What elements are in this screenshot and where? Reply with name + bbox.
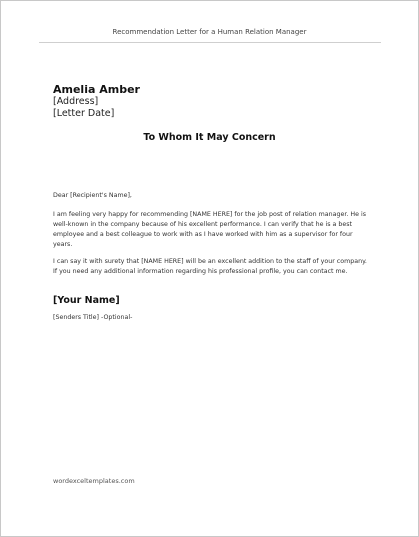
- salutation: Dear [Recipient's Name],: [53, 192, 132, 199]
- sender-name: Amelia Amber: [53, 83, 140, 96]
- sender-block: [53, 83, 140, 120]
- footer-website: wordexceltemplates.com: [53, 477, 135, 485]
- concern-heading: To Whom It May Concern: [143, 132, 276, 143]
- senders-title: [Senders Title] -Optional-: [53, 314, 133, 321]
- signature-name: [Your Name]: [53, 295, 120, 306]
- body-paragraph-2: I can say it with surety that [NAME HERE] will be an excellent addition to the staff of your company. If you need any additional information regarding his professional profile, you can contact me.: [53, 258, 367, 275]
- header-divider: [39, 42, 381, 43]
- body-paragraph-1: I am feeling very happy for recommending [NAME HERE] for the job post of relation manager. He is well-known in the company because of his excellent performance. I can verify that he is a best employee and a best colleague to work with as I have worked with him as a supervisor for four years.: [53, 211, 367, 248]
- letter-date: [Letter Date]: [53, 108, 115, 119]
- header-title: Recommendation Letter for a Human Relation Manager: [112, 28, 307, 36]
- sender-address: [Address]: [53, 96, 99, 107]
